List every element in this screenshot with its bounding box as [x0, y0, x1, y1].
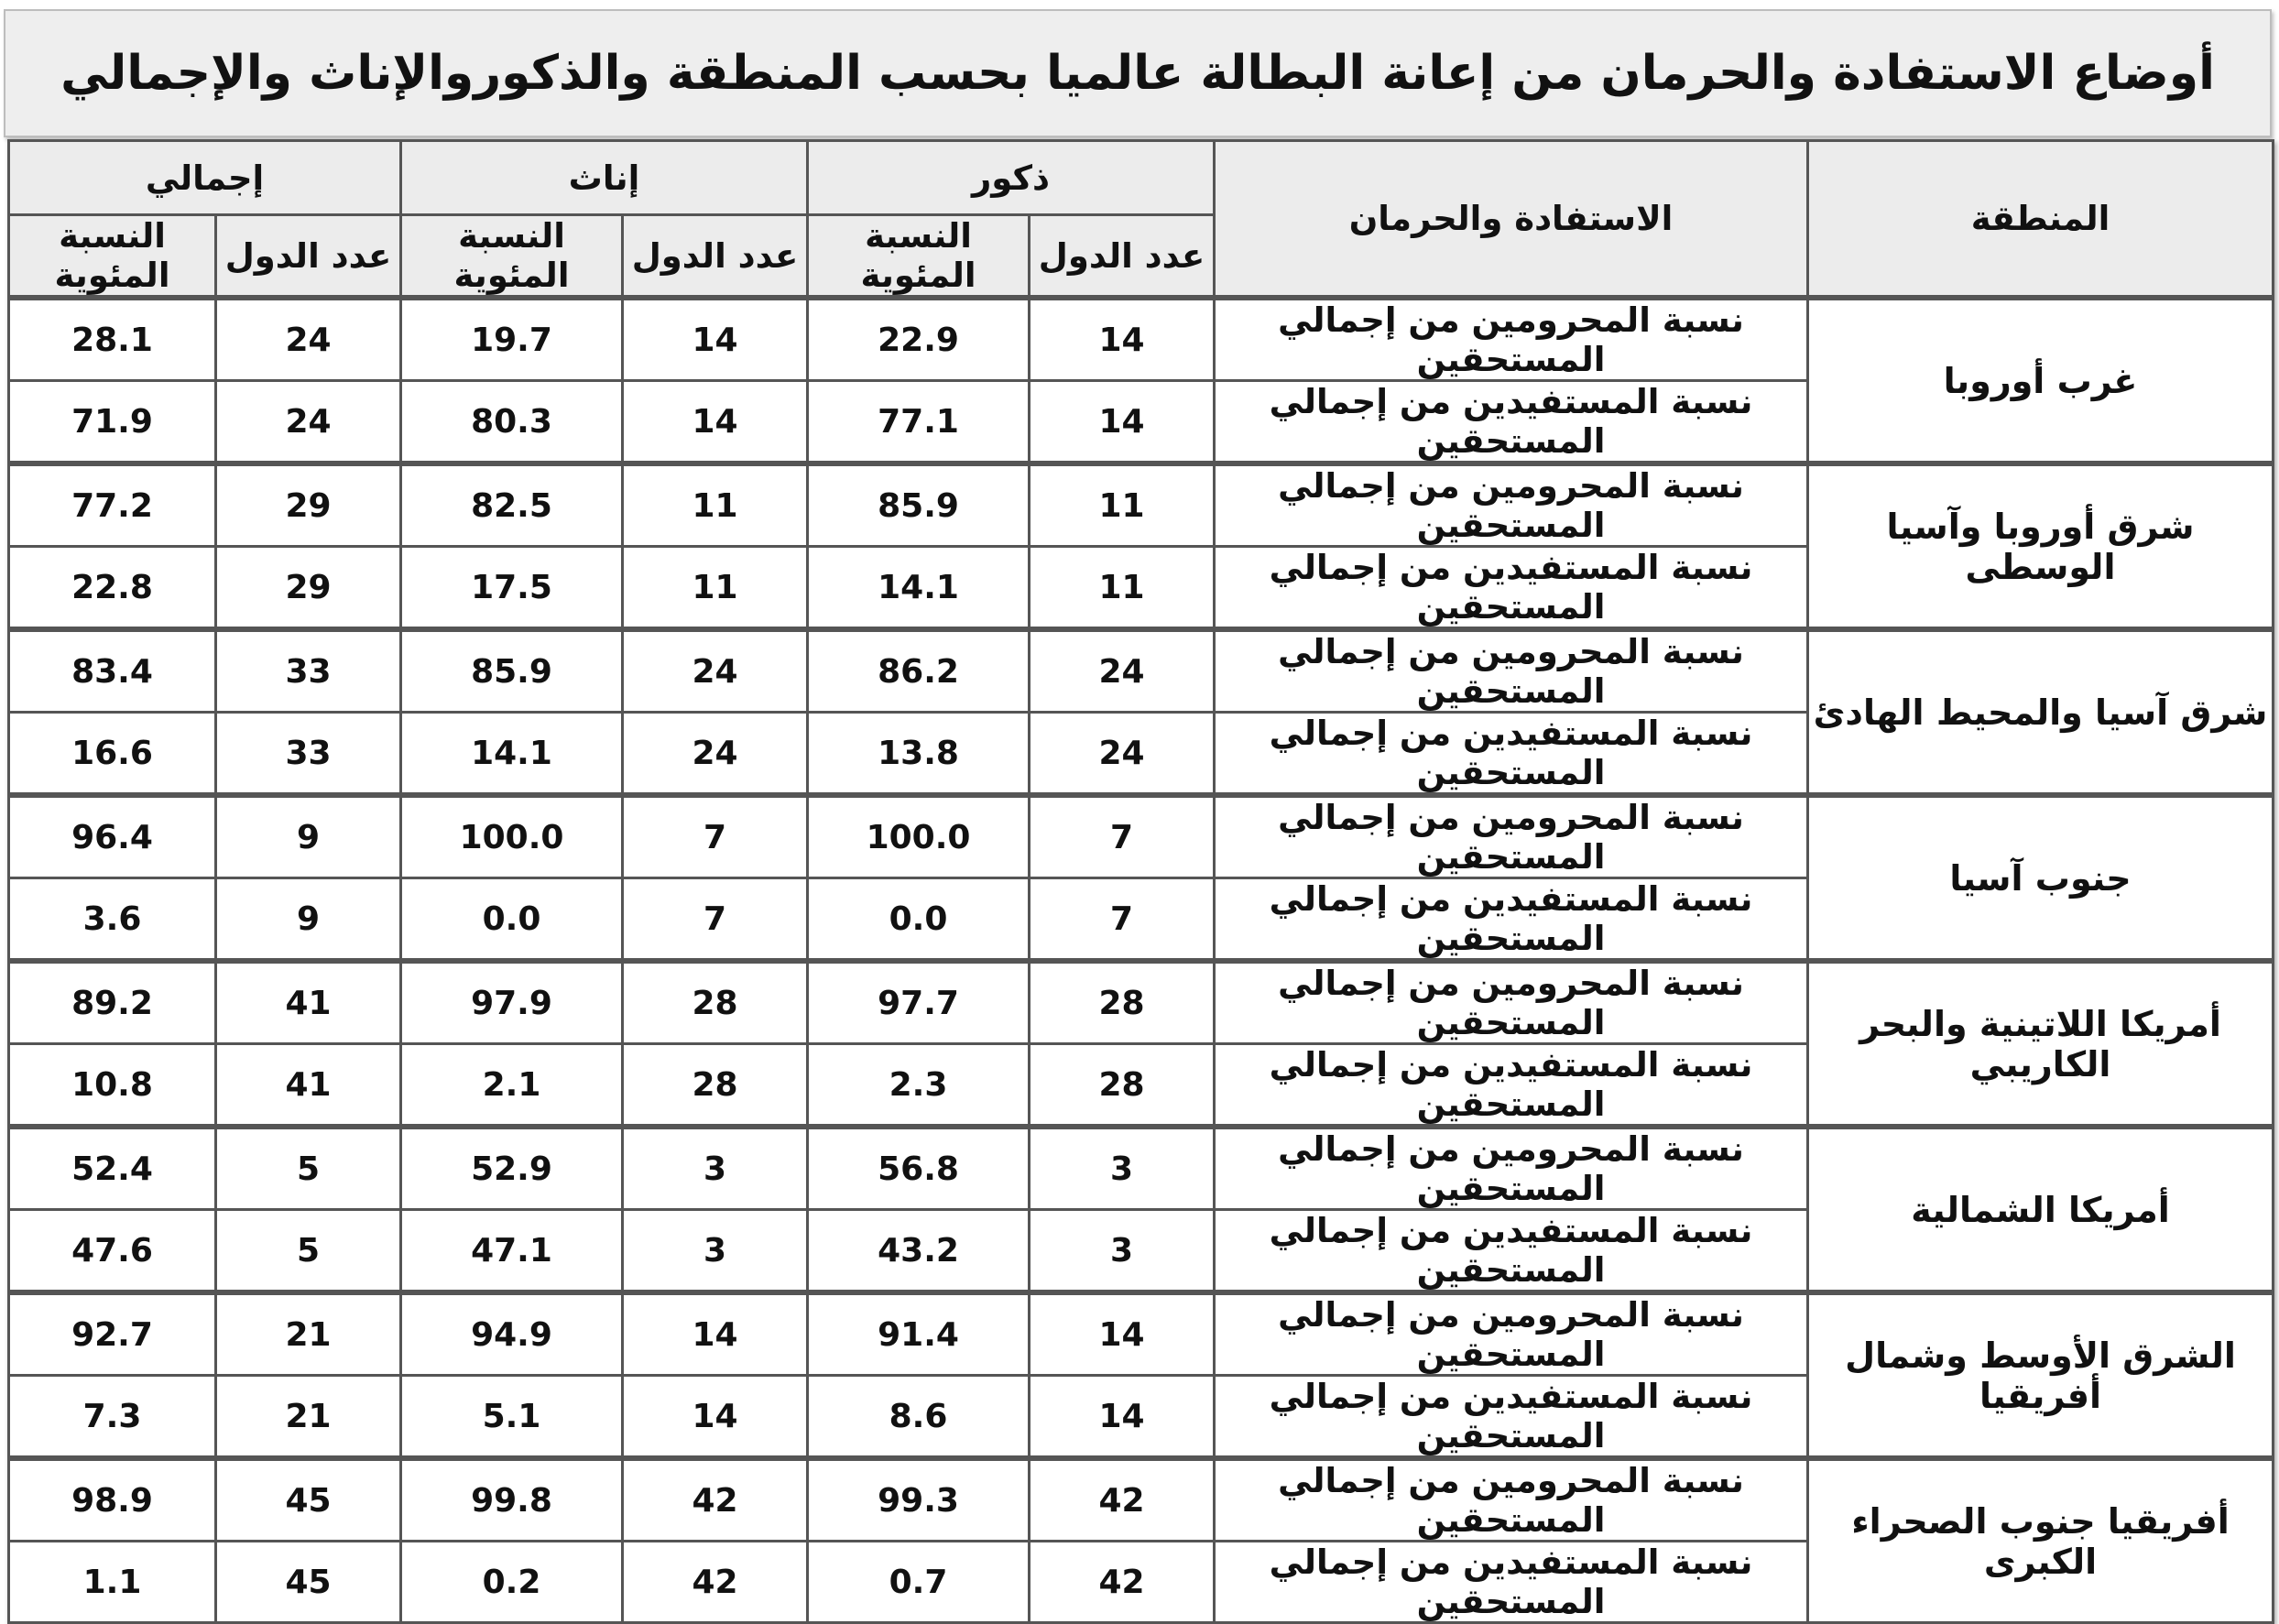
males-percent-cell: 14.1 — [808, 547, 1030, 630]
region-cell: غرب أوروبا — [1808, 298, 2274, 463]
males-percent-cell: 13.8 — [808, 713, 1030, 796]
region-cell: الشرق الأوسط وشمال أفريقيا — [1808, 1292, 2274, 1458]
males-percent-cell: 97.7 — [808, 961, 1030, 1044]
males-percent-cell: 56.8 — [808, 1127, 1030, 1210]
total-count-cell: 21 — [216, 1376, 401, 1459]
total-count-cell: 9 — [216, 795, 401, 878]
females-percent-cell: 85.9 — [401, 629, 623, 713]
females-count-cell: 7 — [623, 878, 808, 962]
deprived-label-cell: نسبة المحرومين من إجمالي المستحقين — [1215, 1292, 1808, 1376]
males-percent-cell: 0.7 — [808, 1542, 1030, 1623]
total-percent-cell: 52.4 — [9, 1127, 216, 1210]
region-cell: شرق أوروبا وآسيا الوسطى — [1808, 463, 2274, 629]
table-row — [9, 629, 2274, 713]
females-count-cell: 14 — [623, 1376, 808, 1459]
total-count-cell: 45 — [216, 1458, 401, 1542]
females-count-cell: 42 — [623, 1458, 808, 1542]
table-row — [9, 795, 2274, 878]
males-count-cell: 14 — [1030, 1292, 1215, 1376]
females-count-cell: 14 — [623, 298, 808, 381]
benefited-label-cell: نسبة المستفيدين من إجمالي المستحقين — [1215, 1542, 1808, 1623]
males-percent-cell: 0.0 — [808, 878, 1030, 962]
total-percent-cell: 7.3 — [9, 1376, 216, 1459]
males-count-cell: 24 — [1030, 629, 1215, 713]
females-percent-cell: 82.5 — [401, 463, 623, 547]
females-percent-cell: 100.0 — [401, 795, 623, 878]
deprived-label-cell: نسبة المحرومين من إجمالي المستحقين — [1215, 1127, 1808, 1210]
header-region: المنطقة — [1808, 141, 2274, 299]
females-percent-cell: 19.7 — [401, 298, 623, 381]
total-count-cell: 45 — [216, 1542, 401, 1623]
table-title-bar — [4, 9, 2272, 137]
females-percent-cell: 2.1 — [401, 1044, 623, 1128]
total-percent-cell: 71.9 — [9, 381, 216, 464]
total-percent-cell: 98.9 — [9, 1458, 216, 1542]
females-percent-cell: 94.9 — [401, 1292, 623, 1376]
males-percent-cell: 8.6 — [808, 1376, 1030, 1459]
table-row — [9, 1458, 2274, 1542]
deprived-label-cell: نسبة المحرومين من إجمالي المستحقين — [1215, 629, 1808, 713]
females-percent-cell: 52.9 — [401, 1127, 623, 1210]
females-percent-cell: 17.5 — [401, 547, 623, 630]
males-percent-cell: 100.0 — [808, 795, 1030, 878]
total-count-cell: 9 — [216, 878, 401, 962]
males-count-cell: 28 — [1030, 961, 1215, 1044]
total-percent-cell: 16.6 — [9, 713, 216, 796]
header-females: إناث — [401, 141, 808, 215]
header-status: الاستفادة والحرمان — [1215, 141, 1808, 299]
males-count-cell: 24 — [1030, 713, 1215, 796]
females-percent-cell: 97.9 — [401, 961, 623, 1044]
males-percent-cell: 22.9 — [808, 298, 1030, 381]
region-cell: جنوب آسيا — [1808, 795, 2274, 961]
total-count-cell: 5 — [216, 1127, 401, 1210]
deprived-label-cell: نسبة المحرومين من إجمالي المستحقين — [1215, 298, 1808, 381]
total-percent-cell: 89.2 — [9, 961, 216, 1044]
males-percent-cell: 77.1 — [808, 381, 1030, 464]
table-title: أوضاع الاستفادة والحرمان من إعانة البطالة عالميا بحسب المنطقة والذكوروالإناث والإجمالي — [60, 46, 2215, 101]
deprived-label-cell: نسبة المحرومين من إجمالي المستحقين — [1215, 1458, 1808, 1542]
males-count-cell: 3 — [1030, 1127, 1215, 1210]
females-percent-cell: 0.2 — [401, 1542, 623, 1623]
total-count-cell: 29 — [216, 547, 401, 630]
total-percent-cell: 10.8 — [9, 1044, 216, 1128]
males-count-cell: 11 — [1030, 547, 1215, 630]
females-percent-cell: 0.0 — [401, 878, 623, 962]
females-count-cell: 7 — [623, 795, 808, 878]
benefited-label-cell: نسبة المستفيدين من إجمالي المستحقين — [1215, 713, 1808, 796]
males-percent-cell: 43.2 — [808, 1210, 1030, 1293]
benefited-label-cell: نسبة المستفيدين من إجمالي المستحقين — [1215, 878, 1808, 962]
females-count-cell: 24 — [623, 629, 808, 713]
deprived-label-cell: نسبة المحرومين من إجمالي المستحقين — [1215, 463, 1808, 547]
benefited-label-cell: نسبة المستفيدين من إجمالي المستحقين — [1215, 1210, 1808, 1293]
males-percent-cell: 2.3 — [808, 1044, 1030, 1128]
females-count-cell: 24 — [623, 713, 808, 796]
males-count-cell: 14 — [1030, 298, 1215, 381]
males-count-cell: 14 — [1030, 381, 1215, 464]
total-percent-cell: 3.6 — [9, 878, 216, 962]
females-percent-cell: 5.1 — [401, 1376, 623, 1459]
header-males-count: عدد الدول — [1030, 215, 1215, 299]
males-count-cell: 11 — [1030, 463, 1215, 547]
females-count-cell: 28 — [623, 1044, 808, 1128]
benefited-label-cell: نسبة المستفيدين من إجمالي المستحقين — [1215, 1376, 1808, 1459]
header-females-percent: النسبة المئوية — [401, 215, 623, 299]
table-row — [9, 1127, 2274, 1210]
females-count-cell: 3 — [623, 1210, 808, 1293]
header-females-count: عدد الدول — [623, 215, 808, 299]
males-percent-cell: 91.4 — [808, 1292, 1030, 1376]
females-count-cell: 28 — [623, 961, 808, 1044]
table-body — [9, 298, 2274, 1623]
males-count-cell: 3 — [1030, 1210, 1215, 1293]
males-count-cell: 7 — [1030, 795, 1215, 878]
deprived-label-cell: نسبة المحرومين من إجمالي المستحقين — [1215, 795, 1808, 878]
males-percent-cell: 86.2 — [808, 629, 1030, 713]
total-count-cell: 21 — [216, 1292, 401, 1376]
total-percent-cell: 47.6 — [9, 1210, 216, 1293]
males-count-cell: 42 — [1030, 1458, 1215, 1542]
benefited-label-cell: نسبة المستفيدين من إجمالي المستحقين — [1215, 547, 1808, 630]
region-cell: أمريكا اللاتينية والبحر الكاريبي — [1808, 961, 2274, 1127]
females-percent-cell: 47.1 — [401, 1210, 623, 1293]
males-percent-cell: 85.9 — [808, 463, 1030, 547]
total-percent-cell: 83.4 — [9, 629, 216, 713]
table-row — [9, 961, 2274, 1044]
total-percent-cell: 77.2 — [9, 463, 216, 547]
header-total-percent: النسبة المئوية — [9, 215, 216, 299]
region-cell: شرق آسيا والمحيط الهادئ — [1808, 629, 2274, 795]
males-count-cell: 14 — [1030, 1376, 1215, 1459]
females-count-cell: 14 — [623, 381, 808, 464]
total-count-cell: 33 — [216, 629, 401, 713]
females-count-cell: 11 — [623, 547, 808, 630]
deprived-label-cell: نسبة المحرومين من إجمالي المستحقين — [1215, 961, 1808, 1044]
total-count-cell: 24 — [216, 298, 401, 381]
total-percent-cell: 96.4 — [9, 795, 216, 878]
region-cell: أمريكا الشمالية — [1808, 1127, 2274, 1292]
females-count-cell: 42 — [623, 1542, 808, 1623]
total-count-cell: 29 — [216, 463, 401, 547]
header-males: ذكور — [808, 141, 1215, 215]
females-percent-cell: 99.8 — [401, 1458, 623, 1542]
total-percent-cell: 28.1 — [9, 298, 216, 381]
benefited-label-cell: نسبة المستفيدين من إجمالي المستحقين — [1215, 1044, 1808, 1128]
females-count-cell: 11 — [623, 463, 808, 547]
table-row — [9, 463, 2274, 547]
females-percent-cell: 14.1 — [401, 713, 623, 796]
males-count-cell: 28 — [1030, 1044, 1215, 1128]
unemployment-benefit-table — [7, 139, 2274, 1624]
total-percent-cell: 1.1 — [9, 1542, 216, 1623]
header-total-count: عدد الدول — [216, 215, 401, 299]
benefited-label-cell: نسبة المستفيدين من إجمالي المستحقين — [1215, 381, 1808, 464]
total-count-cell: 41 — [216, 961, 401, 1044]
total-percent-cell: 92.7 — [9, 1292, 216, 1376]
header-males-percent: النسبة المئوية — [808, 215, 1030, 299]
total-percent-cell: 22.8 — [9, 547, 216, 630]
table-row — [9, 298, 2274, 381]
total-count-cell: 33 — [216, 713, 401, 796]
table-header — [9, 141, 2274, 299]
females-percent-cell: 80.3 — [401, 381, 623, 464]
total-count-cell: 41 — [216, 1044, 401, 1128]
females-count-cell: 3 — [623, 1127, 808, 1210]
table-row — [9, 1292, 2274, 1376]
males-percent-cell: 99.3 — [808, 1458, 1030, 1542]
females-count-cell: 14 — [623, 1292, 808, 1376]
total-count-cell: 24 — [216, 381, 401, 464]
region-cell: أفريقيا جنوب الصحراء الكبرى — [1808, 1458, 2274, 1623]
header-total: إجمالي — [9, 141, 401, 215]
males-count-cell: 42 — [1030, 1542, 1215, 1623]
total-count-cell: 5 — [216, 1210, 401, 1293]
males-count-cell: 7 — [1030, 878, 1215, 962]
